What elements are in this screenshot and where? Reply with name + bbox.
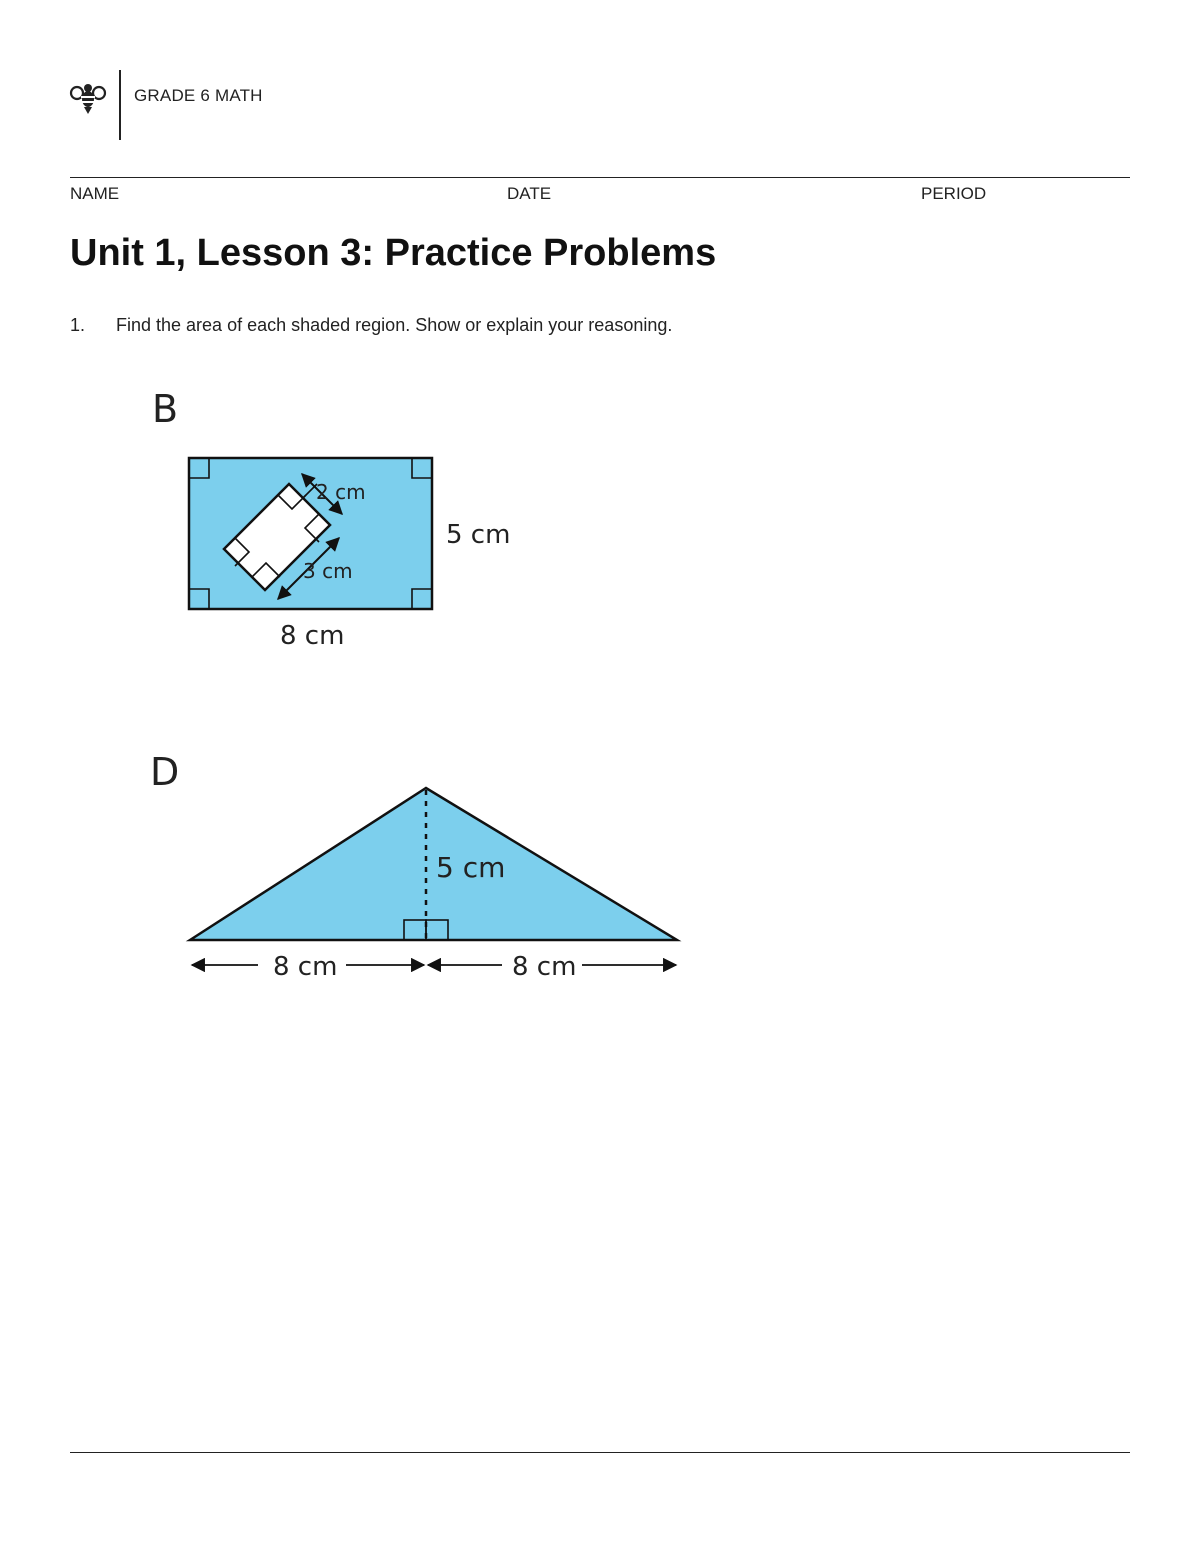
triangle <box>190 788 677 940</box>
outer-width-label: 8 cm <box>280 621 345 651</box>
outer-height-label: 5 cm <box>446 520 511 550</box>
inner-width-label: 2 cm <box>316 480 366 504</box>
base-right-label: 8 cm <box>512 952 577 982</box>
inner-length-label: 3 cm <box>303 559 353 583</box>
figure-b-letter: B <box>152 387 179 431</box>
header-divider <box>119 70 121 140</box>
base-left-label: 8 cm <box>273 952 338 982</box>
bee-logo-icon <box>68 78 108 118</box>
footer-rule <box>70 1452 1130 1453</box>
page-title: Unit 1, Lesson 3: Practice Problems <box>70 232 717 274</box>
height-label: 5 cm <box>436 851 506 884</box>
figure-b <box>140 380 560 670</box>
course-label: GRADE 6 MATH <box>134 86 263 105</box>
header-rule <box>70 177 1130 178</box>
problem-number: 1. <box>70 315 86 335</box>
period-field-label: PERIOD <box>921 184 987 203</box>
figure-d-letter: D <box>150 750 180 794</box>
name-field-label: NAME <box>70 184 120 203</box>
figure-d <box>140 745 700 995</box>
problem-prompt: Find the area of each shaded region. Show or explain your reasoning. <box>116 315 673 335</box>
date-field-label: DATE <box>507 184 552 203</box>
